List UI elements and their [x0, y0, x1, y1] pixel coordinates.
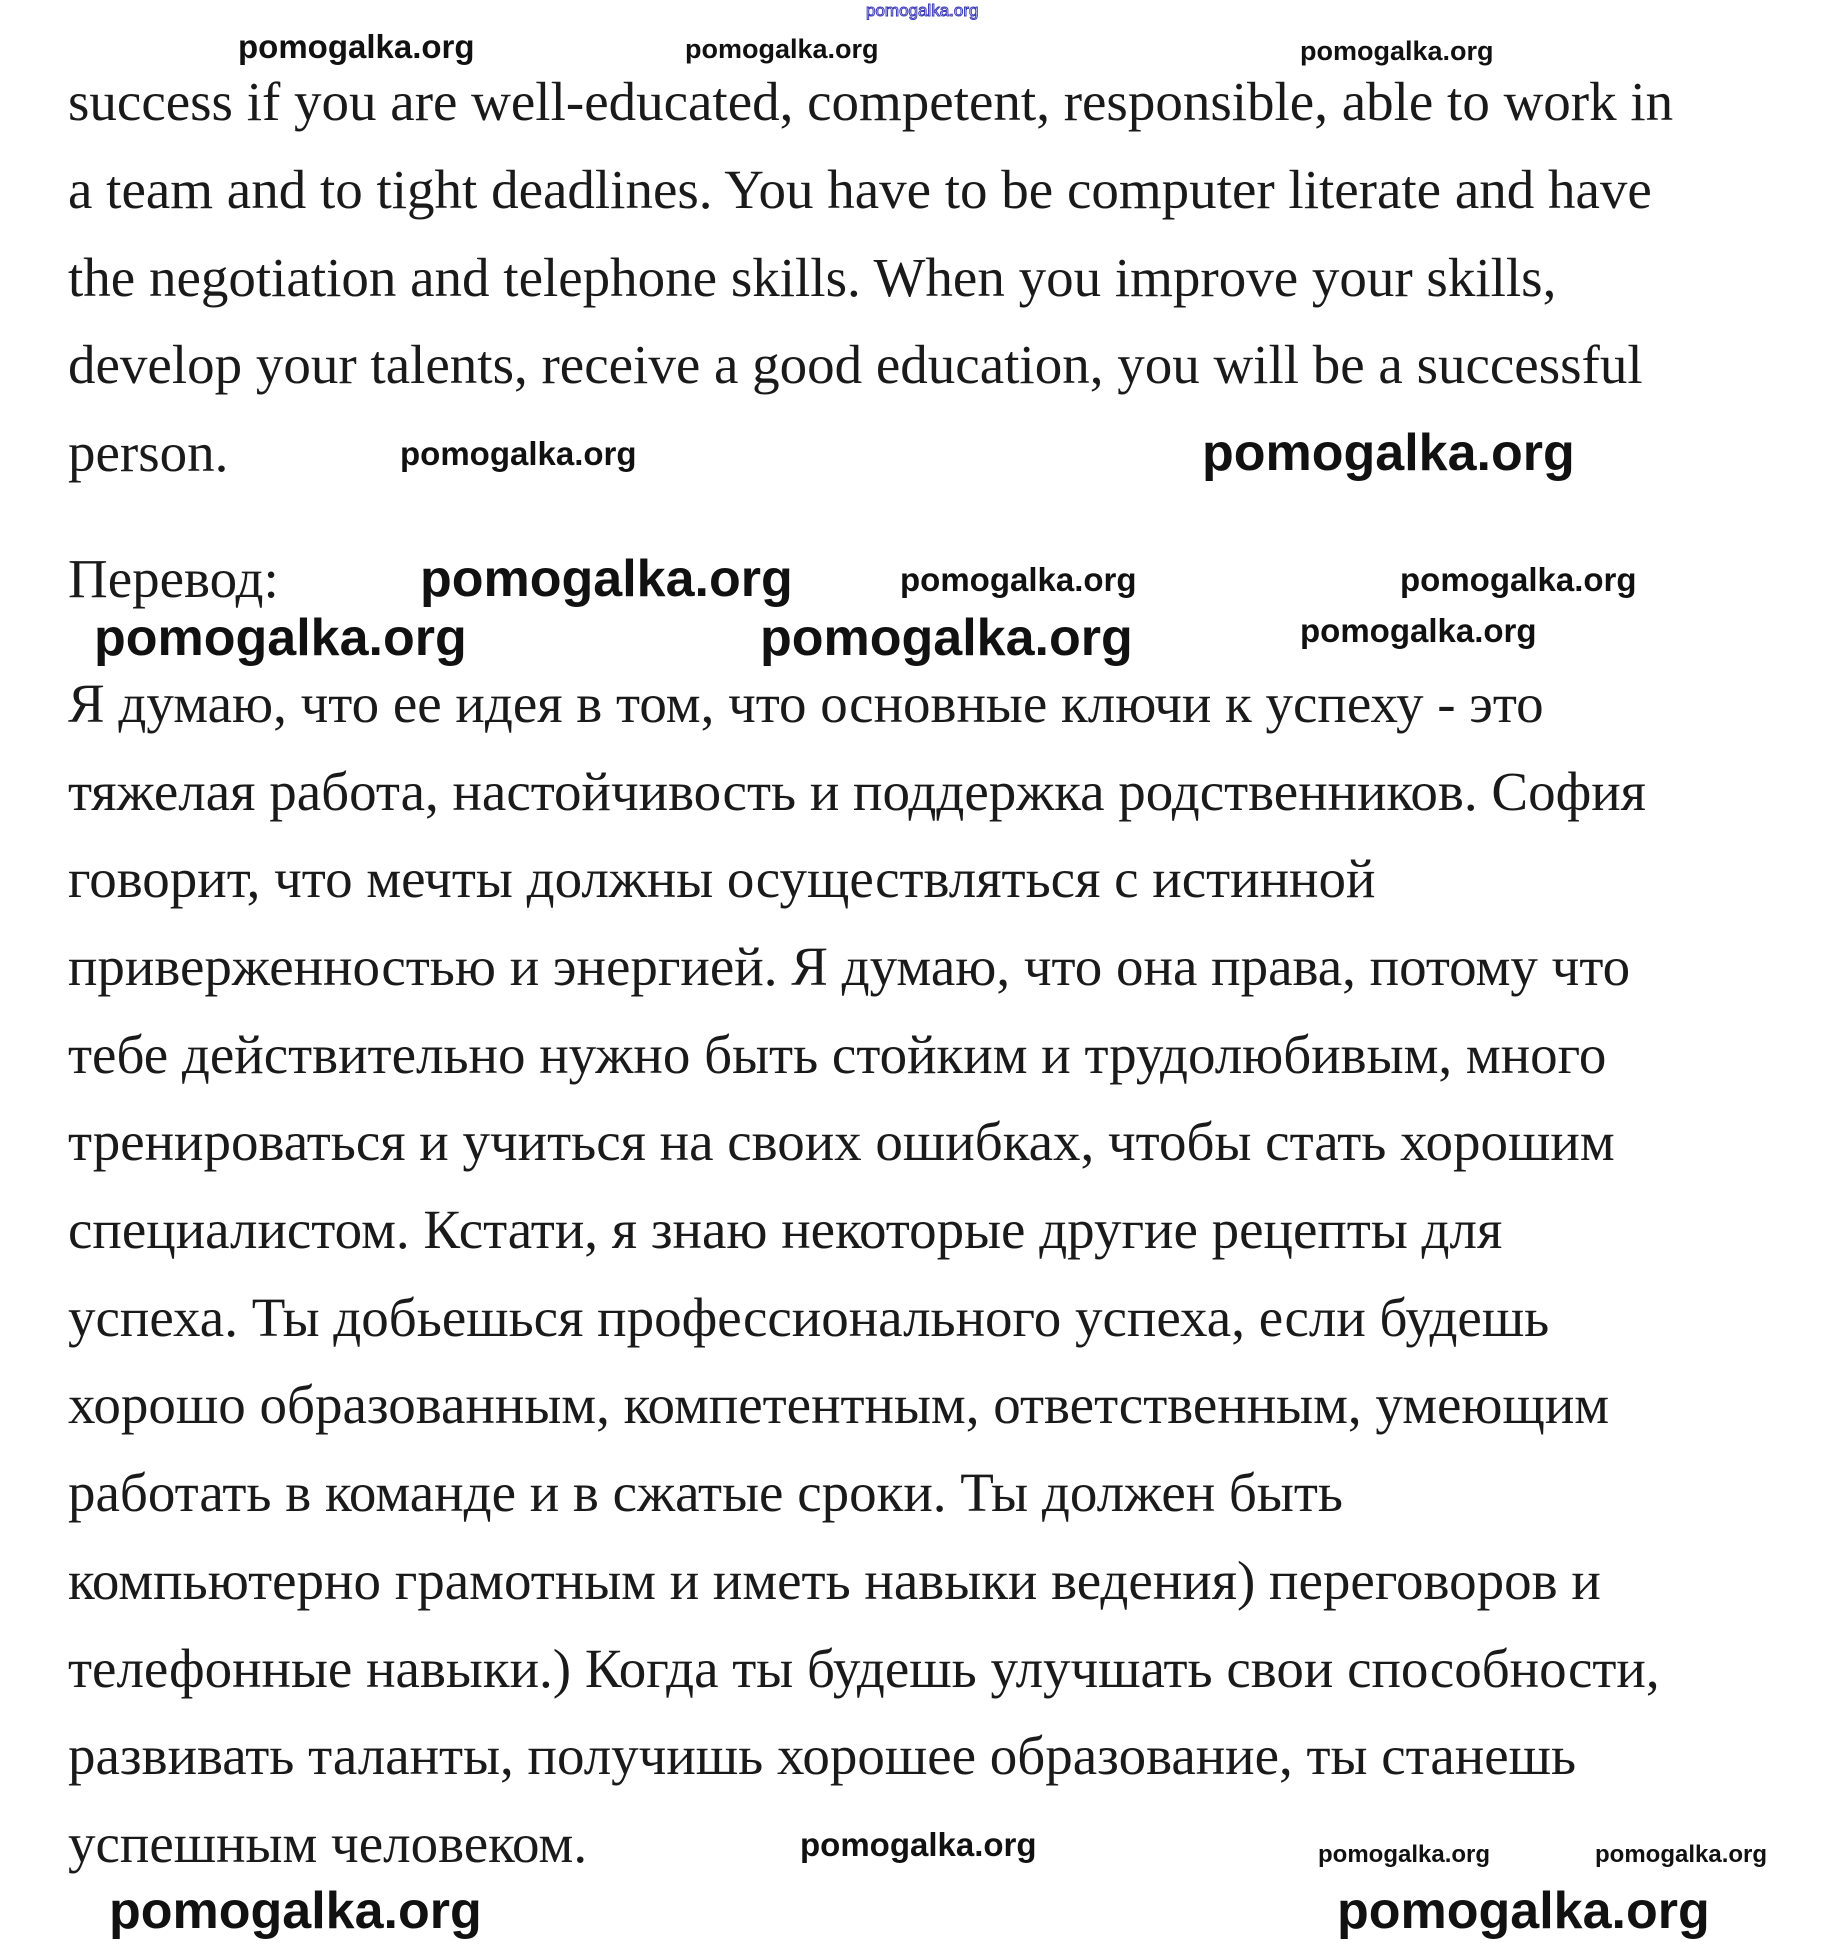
english-line: success if you are well-educated, competent, responsible, able to work in — [68, 71, 1674, 132]
watermark: pomogalka.org — [685, 34, 879, 64]
watermark: pomogalka.org — [1318, 1841, 1491, 1868]
russian-line: специалистом. Кстати, я знаю некоторые другие рецепты для — [68, 1199, 1503, 1260]
watermark: pomogalka.org — [1202, 424, 1575, 482]
russian-line: развивать таланты, получишь хорошее образование, ты станешь — [68, 1725, 1577, 1786]
russian-line: говорит, что мечты должны осуществляться с истинной — [68, 848, 1376, 909]
russian-line: успешным человеком. — [68, 1813, 588, 1874]
watermark: pomogalka.org — [1595, 1841, 1768, 1868]
watermark: pomogalka.org — [1300, 612, 1537, 649]
watermark: pomogalka.org — [94, 609, 467, 667]
russian-line: тяжелая работа, настойчивость и поддержка родственников. София — [68, 761, 1646, 822]
watermark: pomogalka.org — [900, 561, 1137, 598]
english-line: a team and to tight deadlines. You have to be computer literate and have — [68, 159, 1652, 220]
russian-line: телефонные навыки.) Когда ты будешь улучшать свои способности, — [68, 1638, 1660, 1699]
russian-line: хорошо образованным, компетентным, ответственным, умеющим — [68, 1374, 1610, 1435]
russian-line: тренироваться и учиться на своих ошибках, чтобы стать хорошим — [68, 1111, 1615, 1172]
english-line: person. — [68, 422, 229, 483]
russian-line: успеха. Ты добьешься профессионального успеха, если будешь — [68, 1287, 1550, 1348]
watermark: pomogalka.org — [1300, 36, 1494, 66]
russian-line: приверженностью и энергией. Я думаю, что она права, потому что — [68, 936, 1631, 997]
watermark: pomogalka.org — [1337, 1882, 1710, 1940]
english-line: develop your talents, receive a good education, you will be a successful — [68, 334, 1643, 395]
english-line: the negotiation and telephone skills. When you improve your skills, — [68, 247, 1557, 308]
watermark: pomogalka.org — [1400, 561, 1637, 598]
watermark: pomogalka.org — [800, 1826, 1037, 1863]
russian-line: работать в команде и в сжатые сроки. Ты должен быть — [68, 1462, 1343, 1523]
watermark: pomogalka.org — [400, 435, 637, 472]
watermark: pomogalka.org — [238, 28, 475, 65]
russian-line: тебе действительно нужно быть стойким и трудолюбивым, много — [68, 1024, 1607, 1085]
russian-line: Я думаю, что ее идея в том, что основные ключи к успеху - это — [68, 673, 1544, 734]
translation-heading: Перевод: — [68, 548, 279, 609]
watermark: pomogalka.org — [109, 1882, 482, 1940]
watermark: pomogalka.org — [420, 550, 793, 608]
watermark: pomogalka.org — [760, 609, 1133, 667]
russian-line: компьютерно грамотным и иметь навыки ведения) переговоров и — [68, 1550, 1601, 1611]
header-watermark: pomogalka.org — [866, 1, 979, 20]
